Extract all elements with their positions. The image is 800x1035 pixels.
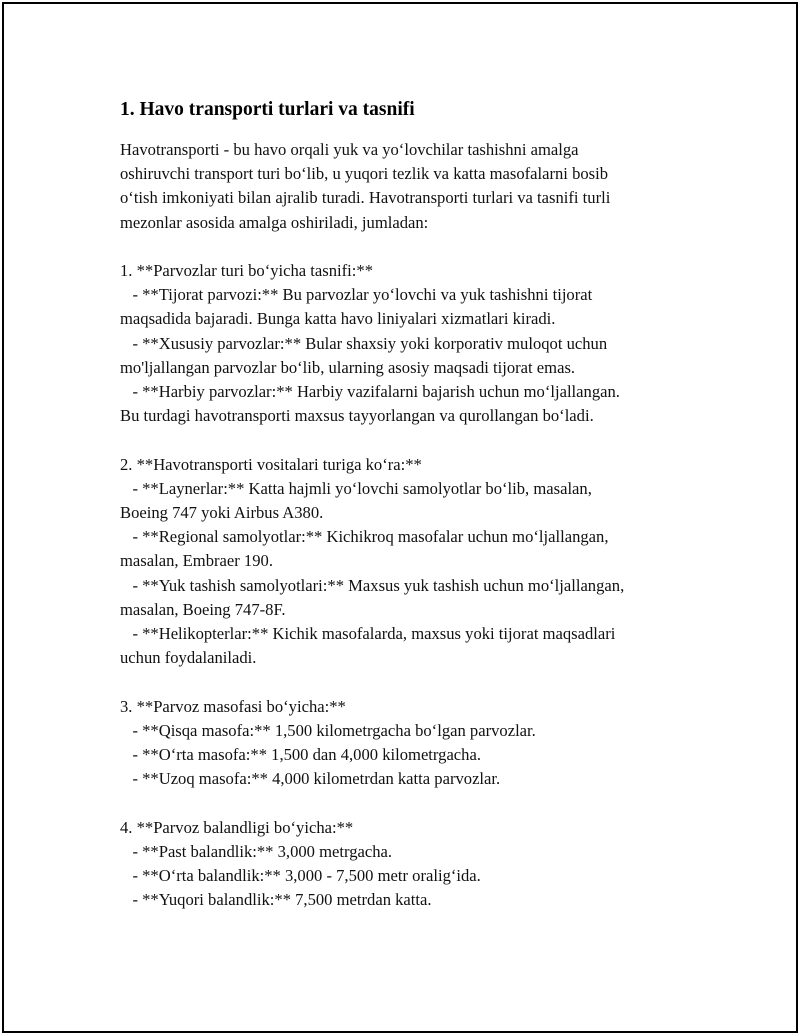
paragraph-gap <box>120 670 700 694</box>
section-line: - **Regional samolyotlar:** Kichikroq masofalar uchun mo‘ljallangan, <box>120 527 609 547</box>
document-body <box>120 98 700 912</box>
document-title: 1. Havo transporti turlari va tasnifi <box>120 99 415 120</box>
section-line: masalan, Embraer 190. <box>120 551 273 571</box>
section-line: uchun foydalaniladi. <box>120 648 257 668</box>
section-line: - **O‘rta masofa:** 1,500 dan 4,000 kilometrgacha. <box>120 745 481 765</box>
section-flight-types <box>120 259 700 428</box>
section-line: masalan, Boeing 747-8F. <box>120 599 286 619</box>
intro-paragraph <box>120 138 700 235</box>
section-line: mo'ljallangan parvozlar bo‘lib, ularning asosiy maqsadi tijorat emas. <box>120 357 576 377</box>
section-line: Bu turdagi havotransporti maxsus tayyorlangan va qurollangan bo‘ladi. <box>120 406 594 426</box>
document-page <box>2 2 798 1033</box>
paragraph-gap <box>120 791 700 815</box>
section-line: - **Tijorat parvozi:** Bu parvozlar yo‘lovchi va yuk tashishni tijorat <box>120 285 593 305</box>
section-line: - **Helikopterlar:** Kichik masofalarda, maxsus yoki tijorat maqsadlari <box>120 624 616 644</box>
intro-line: o‘tish imkoniyati bilan ajralib turadi. Havotransporti turlari va tasnifi turli <box>120 188 611 208</box>
section-line: Boeing 747 yoki Airbus A380. <box>120 503 324 523</box>
section-line: - **Past balandlik:** 3,000 metrgacha. <box>120 841 393 861</box>
section-line: - **Qisqa masofa:** 1,500 kilometrgacha bo‘lgan parvozlar. <box>120 720 536 740</box>
section-flight-altitude <box>120 816 700 913</box>
section-vehicle-types <box>120 453 700 671</box>
intro-line: Havotransporti - bu havo orqali yuk va yo‘lovchilar tashishni amalga <box>120 140 579 159</box>
section-line: maqsadida bajaradi. Bunga katta havo liniyalari xizmatlari kiradi. <box>120 309 556 329</box>
section-heading: 1. **Parvozlar turi bo‘yicha tasnifi:** <box>120 261 373 280</box>
section-line: - **Laynerlar:** Katta hajmli yo‘lovchi samolyotlar bo‘lib, masalan, <box>120 478 592 498</box>
paragraph-gap <box>120 235 700 259</box>
intro-line: oshiruvchi transport turi bo‘lib, u yuqori tezlik va katta masofalarni bosib <box>120 164 609 184</box>
section-line: - **Harbiy parvozlar:** Harbiy vazifalarni bajarish uchun mo‘ljallangan. <box>120 382 620 402</box>
intro-line: mezonlar asosida amalga oshiriladi, jumladan: <box>120 212 429 232</box>
paragraph-gap <box>120 428 700 452</box>
section-line: - **Xususiy parvozlar:** Bular shaxsiy yoki korporativ muloqot uchun <box>120 333 608 353</box>
section-heading: 4. **Parvoz balandligi bo‘yicha:** <box>120 817 354 837</box>
section-flight-distance <box>120 695 700 792</box>
section-heading: 3. **Parvoz masofasi bo‘yicha:** <box>120 696 346 716</box>
section-line: - **Uzoq masofa:** 4,000 kilometrdan katta parvozlar. <box>120 769 501 789</box>
section-line: - **O‘rta balandlik:** 3,000 - 7,500 metr oralig‘ida. <box>120 866 481 886</box>
section-line: - **Yuk tashish samolyotlari:** Maxsus yuk tashish uchun mo‘ljallangan, <box>120 575 625 595</box>
section-heading: 2. **Havotransporti vositalari turiga ko‘ra:** <box>120 454 422 474</box>
section-line: - **Yuqori balandlik:** 7,500 metrdan katta. <box>120 890 432 910</box>
